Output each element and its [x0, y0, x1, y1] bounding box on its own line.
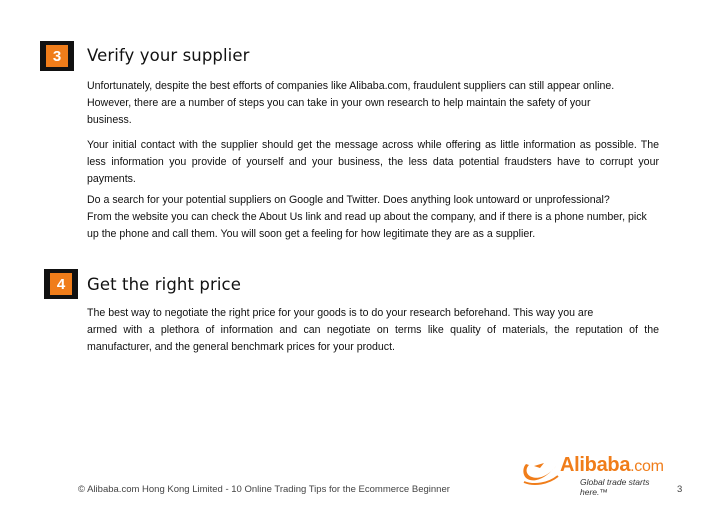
logo-wordmark	[560, 454, 664, 477]
logo-suffix: .com	[630, 458, 664, 475]
footer-copyright: © Alibaba.com Hong Kong Limited - 10 Online Trading Tips for the Ecommerce Beginner	[78, 484, 450, 495]
paragraph-line: business.	[87, 114, 132, 126]
paragraph-line: Unfortunately, despite the best efforts of companies like Alibaba.com, fraudulent suppliers can still appear online.	[87, 80, 615, 92]
section-number: 4	[50, 273, 72, 295]
paragraph-line: armed with a plethora of information and can negotiate on terms like quality of materials, the reputation of the manufacturer, and the general benchmark prices for your product.	[87, 324, 659, 353]
paragraph-line: Do a search for your potential suppliers on Google and Twitter. Does anything look untoward or unprofessional?	[87, 194, 610, 206]
paragraph	[87, 78, 659, 129]
paragraph	[87, 192, 659, 243]
paragraph	[87, 305, 659, 356]
paragraph-line: The best way to negotiate the right price for your goods is to do your research beforehand. This way you are	[87, 307, 594, 319]
section-number-box	[44, 269, 78, 299]
logo-tagline: Global trade starts here.™	[580, 477, 650, 497]
logo-wordmark-text: Alibaba	[560, 454, 631, 476]
alibaba-logo	[518, 452, 678, 497]
paragraph-line: However, there are a number of steps you can take in your own research to help maintain the safety of your	[87, 97, 591, 109]
alibaba-smile-icon	[520, 454, 560, 488]
page-number: 3	[677, 484, 683, 495]
section-title: Verify your supplier	[87, 46, 250, 65]
section-title: Get the right price	[87, 275, 241, 294]
paragraph: Your initial contact with the supplier should get the message across while offering as little information as possible. The less information you provide of yourself and your business, the less data potential fraudsters have to corrupt your payments.	[87, 139, 659, 185]
paragraph-line: From the website you can check the About Us link and read up about the company, and if there is a phone number, pick	[87, 211, 647, 223]
paragraph-line: up the phone and call them. You will soon get a feeling for how legitimate they are as a supplier.	[87, 228, 536, 240]
section-number-box	[40, 41, 74, 71]
section-number: 3	[46, 45, 68, 67]
